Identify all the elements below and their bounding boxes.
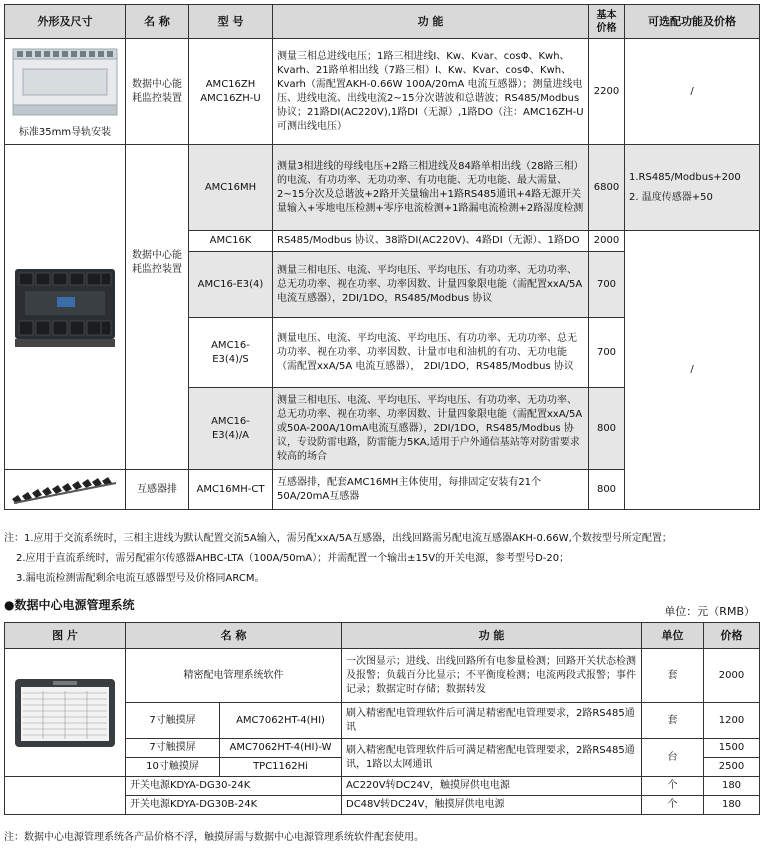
item-name-size: 7寸触摸屏 (126, 703, 220, 739)
product-name-blank (126, 145, 189, 231)
product-name: 数据中心能 耗监控装置 (126, 231, 189, 470)
col-header-name: 名 称 (126, 623, 342, 649)
item-name-model: AMC7062HT-4(HI) (220, 703, 342, 739)
item-function: 一次图显示；进线、出线回路所有电参量检测；回路开关状态检测及报警；负载百分比显示；不平衡度检测；电流两段式报警；事件记录；数据定时存储；数据转发 (342, 649, 642, 703)
item-price: 180 (704, 796, 760, 815)
section-title: ●数据中心电源管理系统 (4, 598, 135, 612)
item-name-size: 7寸触摸屏 (126, 739, 220, 758)
product-function: 测量三相总进线电压；1路三相进线I、Kw、Kvar、cosΦ、Kwh、Kvarh、21路单相出线（7路三相）I、Kw、Kvar、cosΦ、Kwh、Kvarh（需配置AKH-0.66W 100A/20mA 电流互感器）；测量进线电压、进线电流、出线电流2~15分次谐波和总谐波；RS485/Modbus 协议；21路DI(AC220V),1路DI（无源）,1路DO（注：AMC16ZH-U可测出线电压） (273, 39, 589, 145)
power-management-table (4, 622, 760, 815)
item-name: 开关电源KDYA-DG30-24K (126, 777, 342, 796)
touchscreen-image-cell (5, 649, 126, 777)
col-header-shape: 外形及尺寸 (5, 5, 126, 39)
item-price: 1200 (704, 703, 760, 739)
product-function: 测量3相进线的母线电压+2路三相进线及84路单相出线（28路三相）的电流、有功功率、无功功率、有功电能、无功电能、最大需量、2~15分次及总谐波+2路开关量输出+1路RS485通讯+4路无源开关量输入+零地电压检测+零序电流检测+1路漏电流检测+2路湿度检测 (273, 145, 589, 231)
item-name-model: TPC1162Hi (220, 758, 342, 777)
product-price: 700 (589, 318, 625, 388)
note-line: 2.应用于直流系统时，需另配霍尔传感器AHBC-LTA（100A/50mA）；并需配置一个输出±15V的开关电源，参考型号D-20； (16, 553, 570, 564)
product-function: 测量三相电压、电流、平均电压、平均电压、有功功率、无功功率、总无功功率、视在功率、功率因数、计量四象限电能（需配置xxA/5A 电流互感器），2DI/1DO，RS485/Modbus 协议 (273, 252, 589, 318)
item-unit: 个 (642, 796, 704, 815)
item-name-model: AMC7062HT-4(HI)-W (220, 739, 342, 758)
item-name: 开关电源KDYA-DG30B-24K (126, 796, 342, 815)
product-model: AMC16ZH AMC16ZH-U (189, 39, 273, 145)
product-price: 800 (589, 388, 625, 470)
item-price: 2000 (704, 649, 760, 703)
col-header-function: 功 能 (273, 5, 589, 39)
item-unit: 套 (642, 703, 704, 739)
col-header-price: 价格 (704, 623, 760, 649)
item-price: 2500 (704, 758, 760, 777)
mounting-caption: 标准35mm导轨安装 (18, 127, 112, 138)
item-name: 精密配电管理系统软件 (126, 649, 342, 703)
touchscreen-image (13, 677, 117, 749)
product-price: 700 (589, 252, 625, 318)
col-header-model: 型 号 (189, 5, 273, 39)
product-model: AMC16-E3(4)/A (189, 388, 273, 470)
unit-label: 单位：元（RMB） (664, 605, 755, 618)
footer-note: 注：数据中心电源管理系统各产品价格不浮，触摸屏需与数据中心电源管理系统软件配套使用。 (4, 832, 424, 843)
product-name: 数据中心能 耗监控装置 (126, 39, 189, 145)
product-model: AMC16-E3(4)/S (189, 318, 273, 388)
item-function: 刷入精密配电管理软件后可满足精密配电管理要求，2路RS485通讯，1路以太网通讯 (342, 739, 642, 777)
item-name-size: 10寸触摸屏 (126, 758, 220, 777)
ct-strip-image (8, 475, 122, 505)
col-header-name: 名 称 (126, 5, 189, 39)
monitor-device-image (9, 259, 121, 355)
product-model: AMC16MH-CT (189, 470, 273, 510)
product-function: RS485/Modbus 协议、38路DI(AC220V)、4路DI（无源）、1路DO (273, 231, 589, 252)
product-image-cell (5, 39, 126, 145)
col-header-function: 功 能 (342, 623, 642, 649)
product-image-cell (5, 145, 126, 470)
item-unit: 套 (642, 649, 704, 703)
note-line: 注：1.应用于交流系统时，三相主进线为默认配置交流5A输入，需另配xxA/5A互感器，出线回路需另配电流互感器AKH-0.66W,个数按型号所定配置； (4, 533, 672, 544)
product-model: AMC16MH (189, 145, 273, 231)
product-function: 测量电压、电流、平均电流、平均电压、有功功率、无功功率、总无功功率、视在功率、功率因数、计量市电和油机的有功、无功电能（需配置xxA/5A 电流互感器）， 2DI/1DO，RS485/Modbus 协议 (273, 318, 589, 388)
col-header-image: 图 片 (5, 623, 126, 649)
empty-image-cell (5, 777, 126, 815)
product-name: 互感器排 (126, 470, 189, 510)
item-unit: 个 (642, 777, 704, 796)
item-function: AC220V转DC24V，触摸屏供电电源 (342, 777, 642, 796)
product-price: 6800 (589, 145, 625, 231)
item-unit: 台 (642, 739, 704, 777)
product-options: / (625, 231, 760, 510)
product-price: 2200 (589, 39, 625, 145)
note-line: 3.漏电流检测需配剩余电流互感器型号及价格同ARCM。 (16, 573, 265, 584)
product-price: 800 (589, 470, 625, 510)
item-price: 180 (704, 777, 760, 796)
product-function: 测量三相电压、电流、平均电压、平均电压、有功功率、无功功率、总无功功率、视在功率、功率因数、计量四象限电能（需配置xxA/5A或50A-200A/10mA电流互感器），2DI/1DO，RS485/Modbus 协议，专设防雷电路，防雷能力5KA,适用于户外通信基站等对防雷要求较高的场合 (273, 388, 589, 470)
product-options: / (625, 39, 760, 145)
product-options: 1.RS485/Modbus+200 2. 温度传感器+50 (625, 145, 760, 231)
notes-block (4, 529, 759, 589)
product-model: AMC16K (189, 231, 273, 252)
product-price: 2000 (589, 231, 625, 252)
product-table (4, 4, 760, 510)
col-header-price: 基本 价格 (589, 5, 625, 39)
din-meter-image (9, 43, 121, 123)
col-header-options: 可选配功能及价格 (625, 5, 760, 39)
item-price: 1500 (704, 739, 760, 758)
product-image-cell (5, 470, 126, 510)
item-function: DC48V转DC24V，触摸屏供电电源 (342, 796, 642, 815)
product-function: 互感器排，配套AMC16MH主体使用，每排固定安装有21个50A/20mA互感器 (273, 470, 589, 510)
item-function: 刷入精密配电管理软件后可满足精密配电管理要求，2路RS485通讯 (342, 703, 642, 739)
product-model: AMC16-E3(4) (189, 252, 273, 318)
col-header-unit: 单位 (642, 623, 704, 649)
